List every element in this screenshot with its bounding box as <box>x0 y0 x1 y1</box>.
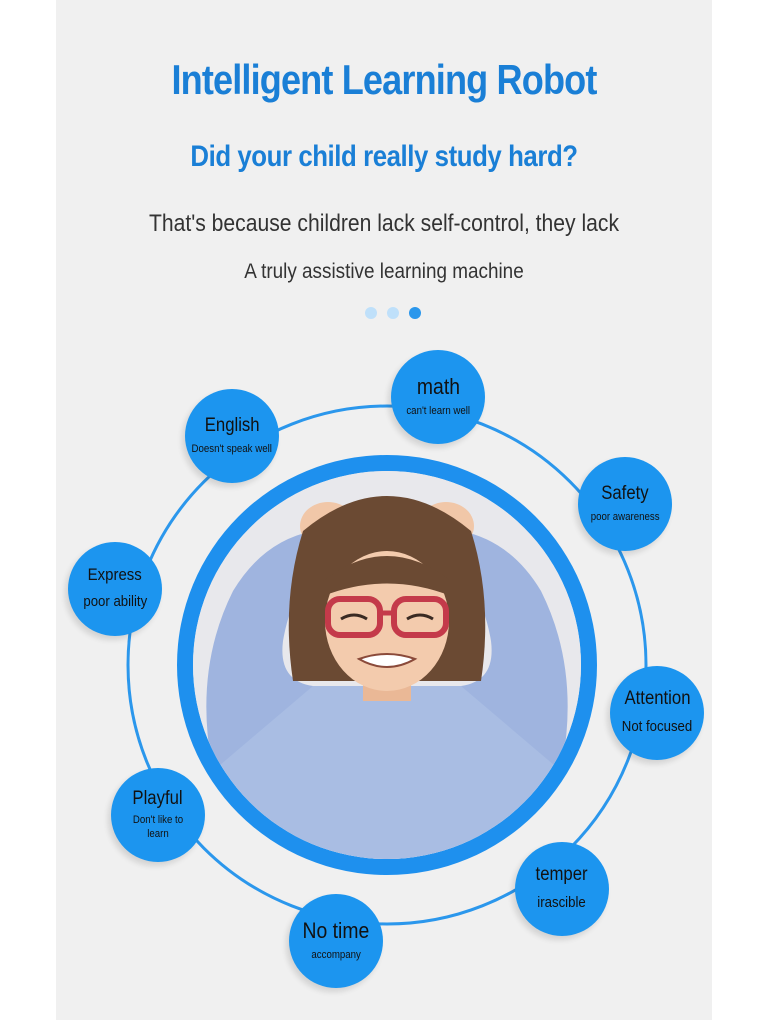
bubble-no-time-title: No time <box>302 918 370 944</box>
child-illustration <box>193 471 581 859</box>
bubble-no-time <box>289 894 383 988</box>
bubble-express <box>68 542 162 636</box>
bubble-math <box>391 350 485 444</box>
bubble-math-sub: can't learn well <box>406 405 470 418</box>
bubble-temper-sub: irascible <box>537 894 587 912</box>
bubble-english <box>185 389 279 483</box>
page-title: Intelligent Learning Robot <box>171 56 597 103</box>
content-panel <box>56 0 712 1020</box>
bubble-safety-title: Safety <box>601 482 649 504</box>
bubble-temper-title: temper <box>535 864 589 886</box>
bubble-temper <box>515 842 609 936</box>
bubble-safety <box>578 457 672 551</box>
child-photo-frame <box>177 455 597 875</box>
page-subtitle: Did your child really study hard? <box>190 140 578 173</box>
bubble-safety-sub: poor awareness <box>590 510 660 523</box>
bubble-math-title: math <box>416 374 460 400</box>
description-line-2: A truly assistive learning machine <box>244 260 524 283</box>
bubble-express-title: Express <box>87 565 143 585</box>
child-photo <box>193 471 581 859</box>
bubble-playful-sub: Don't like to learn <box>132 813 184 840</box>
bubble-english-sub: Doesn't speak well <box>191 442 273 455</box>
bubble-attention <box>610 666 704 760</box>
bubble-attention-title: Attention <box>624 688 690 710</box>
bubble-express-sub: poor ability <box>83 593 147 611</box>
bubble-playful <box>111 768 205 862</box>
bubble-english-title: English <box>204 414 260 436</box>
bubble-no-time-sub: accompany <box>311 949 361 962</box>
description-line-1: That's because children lack self-control, they lack <box>148 210 620 237</box>
bubble-playful-title: Playful <box>132 787 184 809</box>
bubble-attention-sub: Not focused <box>621 718 693 736</box>
